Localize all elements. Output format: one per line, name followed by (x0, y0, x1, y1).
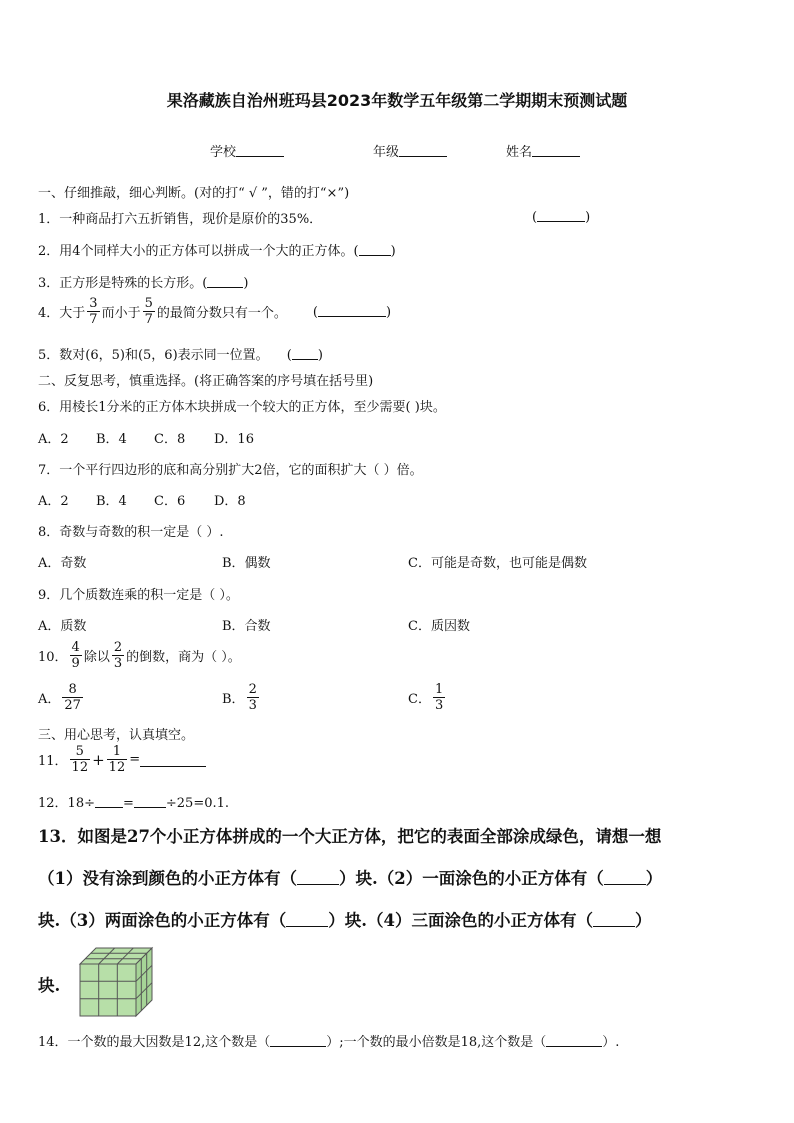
q7-option-b: B．4 (96, 494, 127, 509)
grade-label: 年级 (373, 145, 400, 160)
question-1: 1．一种商品打六五折销售，现价是原价的35%． (38, 212, 323, 227)
q7-option-a: A．2 (38, 494, 69, 509)
question-8: 8．奇数与奇数的积一定是（ ）. (38, 525, 224, 540)
section-3-heading: 三、用心思考，认真填空。 (38, 728, 195, 743)
q7-option-c: C．6 (154, 494, 186, 509)
fraction-4-9: $\frac{4}{9}$ (71, 640, 80, 671)
cube-front-face (80, 964, 136, 1016)
question-10: 10． $\frac{4}{9}$ 除以 $\frac{2}{3}$ 的倒数，商为（ ）。 (38, 640, 241, 671)
q8-option-b: B．偶数 (222, 556, 271, 571)
section-2-heading: 二、反复思考，慎重选择。(将正确答案的序号填在括号里) (38, 374, 374, 389)
answer-paren-1: ( ) (532, 210, 591, 225)
answer-paren-4: ( ) (312, 305, 392, 320)
question-13-line-2: （1）没有涂到颜色的小正方体有（ ）块.（2）一面涂色的小正方体有（ ） (38, 869, 663, 888)
fraction-1-12: $\frac{1}{12}$ (108, 744, 126, 775)
question-3: 3．正方形是特殊的长方形。( ) (38, 276, 249, 291)
q8-option-a: A．奇数 (38, 556, 87, 571)
q8-option-c: C．可能是奇数，也可能是偶数 (408, 556, 587, 571)
q6-option-d: D．16 (214, 432, 254, 447)
school-label: 学校 (210, 145, 237, 160)
school-blank (236, 143, 284, 157)
question-13-line-1: 13．如图是27个小正方体拼成的一个大正方体，把它的表面全部涂成绿色，请想一想 (38, 827, 662, 846)
question-14: 14．一个数的最大因数是12,这个数是（ ）;一个数的最小倍数是18,这个数是（ ）. (38, 1035, 620, 1050)
question-5: 5．数对(6，5)和(5，6)表示同一位置。 ( ) (38, 348, 323, 363)
cube-figure (76, 944, 156, 1018)
question-11: 11． $\frac{5}{12}$ + $\frac{1}{12}$ = (38, 744, 206, 775)
question-7: 7．一个平行四边形的底和高分别扩大2倍，它的面积扩大（ ）倍。 (38, 463, 423, 478)
q9-option-b: B．合数 (222, 619, 271, 634)
fraction-2-3: $\frac{2}{3}$ (113, 640, 123, 671)
question-13-line-4: 块. (38, 976, 61, 995)
q6-option-b: B．4 (96, 432, 127, 447)
q7-option-d: D．8 (214, 494, 246, 509)
name-blank (532, 143, 580, 157)
question-2: 2．用4个同样大小的正方体可以拼成一个大的正方体。( ) (38, 244, 396, 259)
grade-field (373, 141, 447, 160)
name-field (506, 141, 580, 160)
q9-option-a: A．质数 (38, 619, 87, 634)
question-9: 9．几个质数连乘的积一定是（ ）。 (38, 588, 239, 603)
q10-option-b: B． $\frac{2}{3}$ (222, 682, 257, 713)
q6-option-c: C．8 (154, 432, 186, 447)
section-1-heading: 一、仔细推敲，细心判断。(对的打“ √ ”，错的打“×”) (38, 186, 350, 201)
fraction-3-7: $\frac{3}{7}$ (89, 296, 98, 327)
name-label: 姓名 (506, 145, 533, 160)
school-field (210, 141, 284, 160)
question-12: 12．18÷ = ÷25=0.1. (38, 796, 230, 811)
question-13-line-3: 块.（3）两面涂色的小正方体有（ ）块.（4）三面涂色的小正方体有（ ） (38, 911, 652, 930)
page-title: 果洛藏族自治州班玛县2023年数学五年级第二学期期末预测试题 (166, 91, 628, 110)
q9-option-c: C．质因数 (408, 619, 470, 634)
fraction-5-7: $\frac{5}{7}$ (144, 296, 153, 327)
grade-blank (399, 143, 447, 157)
question-4: 4．大于 $\frac{3}{7}$ 而小于 $\frac{5}{7}$ 的最简分数只有一个。 ( ) (38, 296, 392, 327)
q6-option-a: A．2 (38, 432, 69, 447)
q10-option-c: C． $\frac{1}{3}$ (408, 682, 444, 713)
fraction-5-12: $\frac{5}{12}$ (71, 744, 89, 775)
q10-option-a: A． $\frac{8}{27}$ (38, 682, 81, 713)
question-6: 6．用棱长1分米的正方体木块拼成一个较大的正方体，至少需要( )块。 (38, 400, 446, 415)
